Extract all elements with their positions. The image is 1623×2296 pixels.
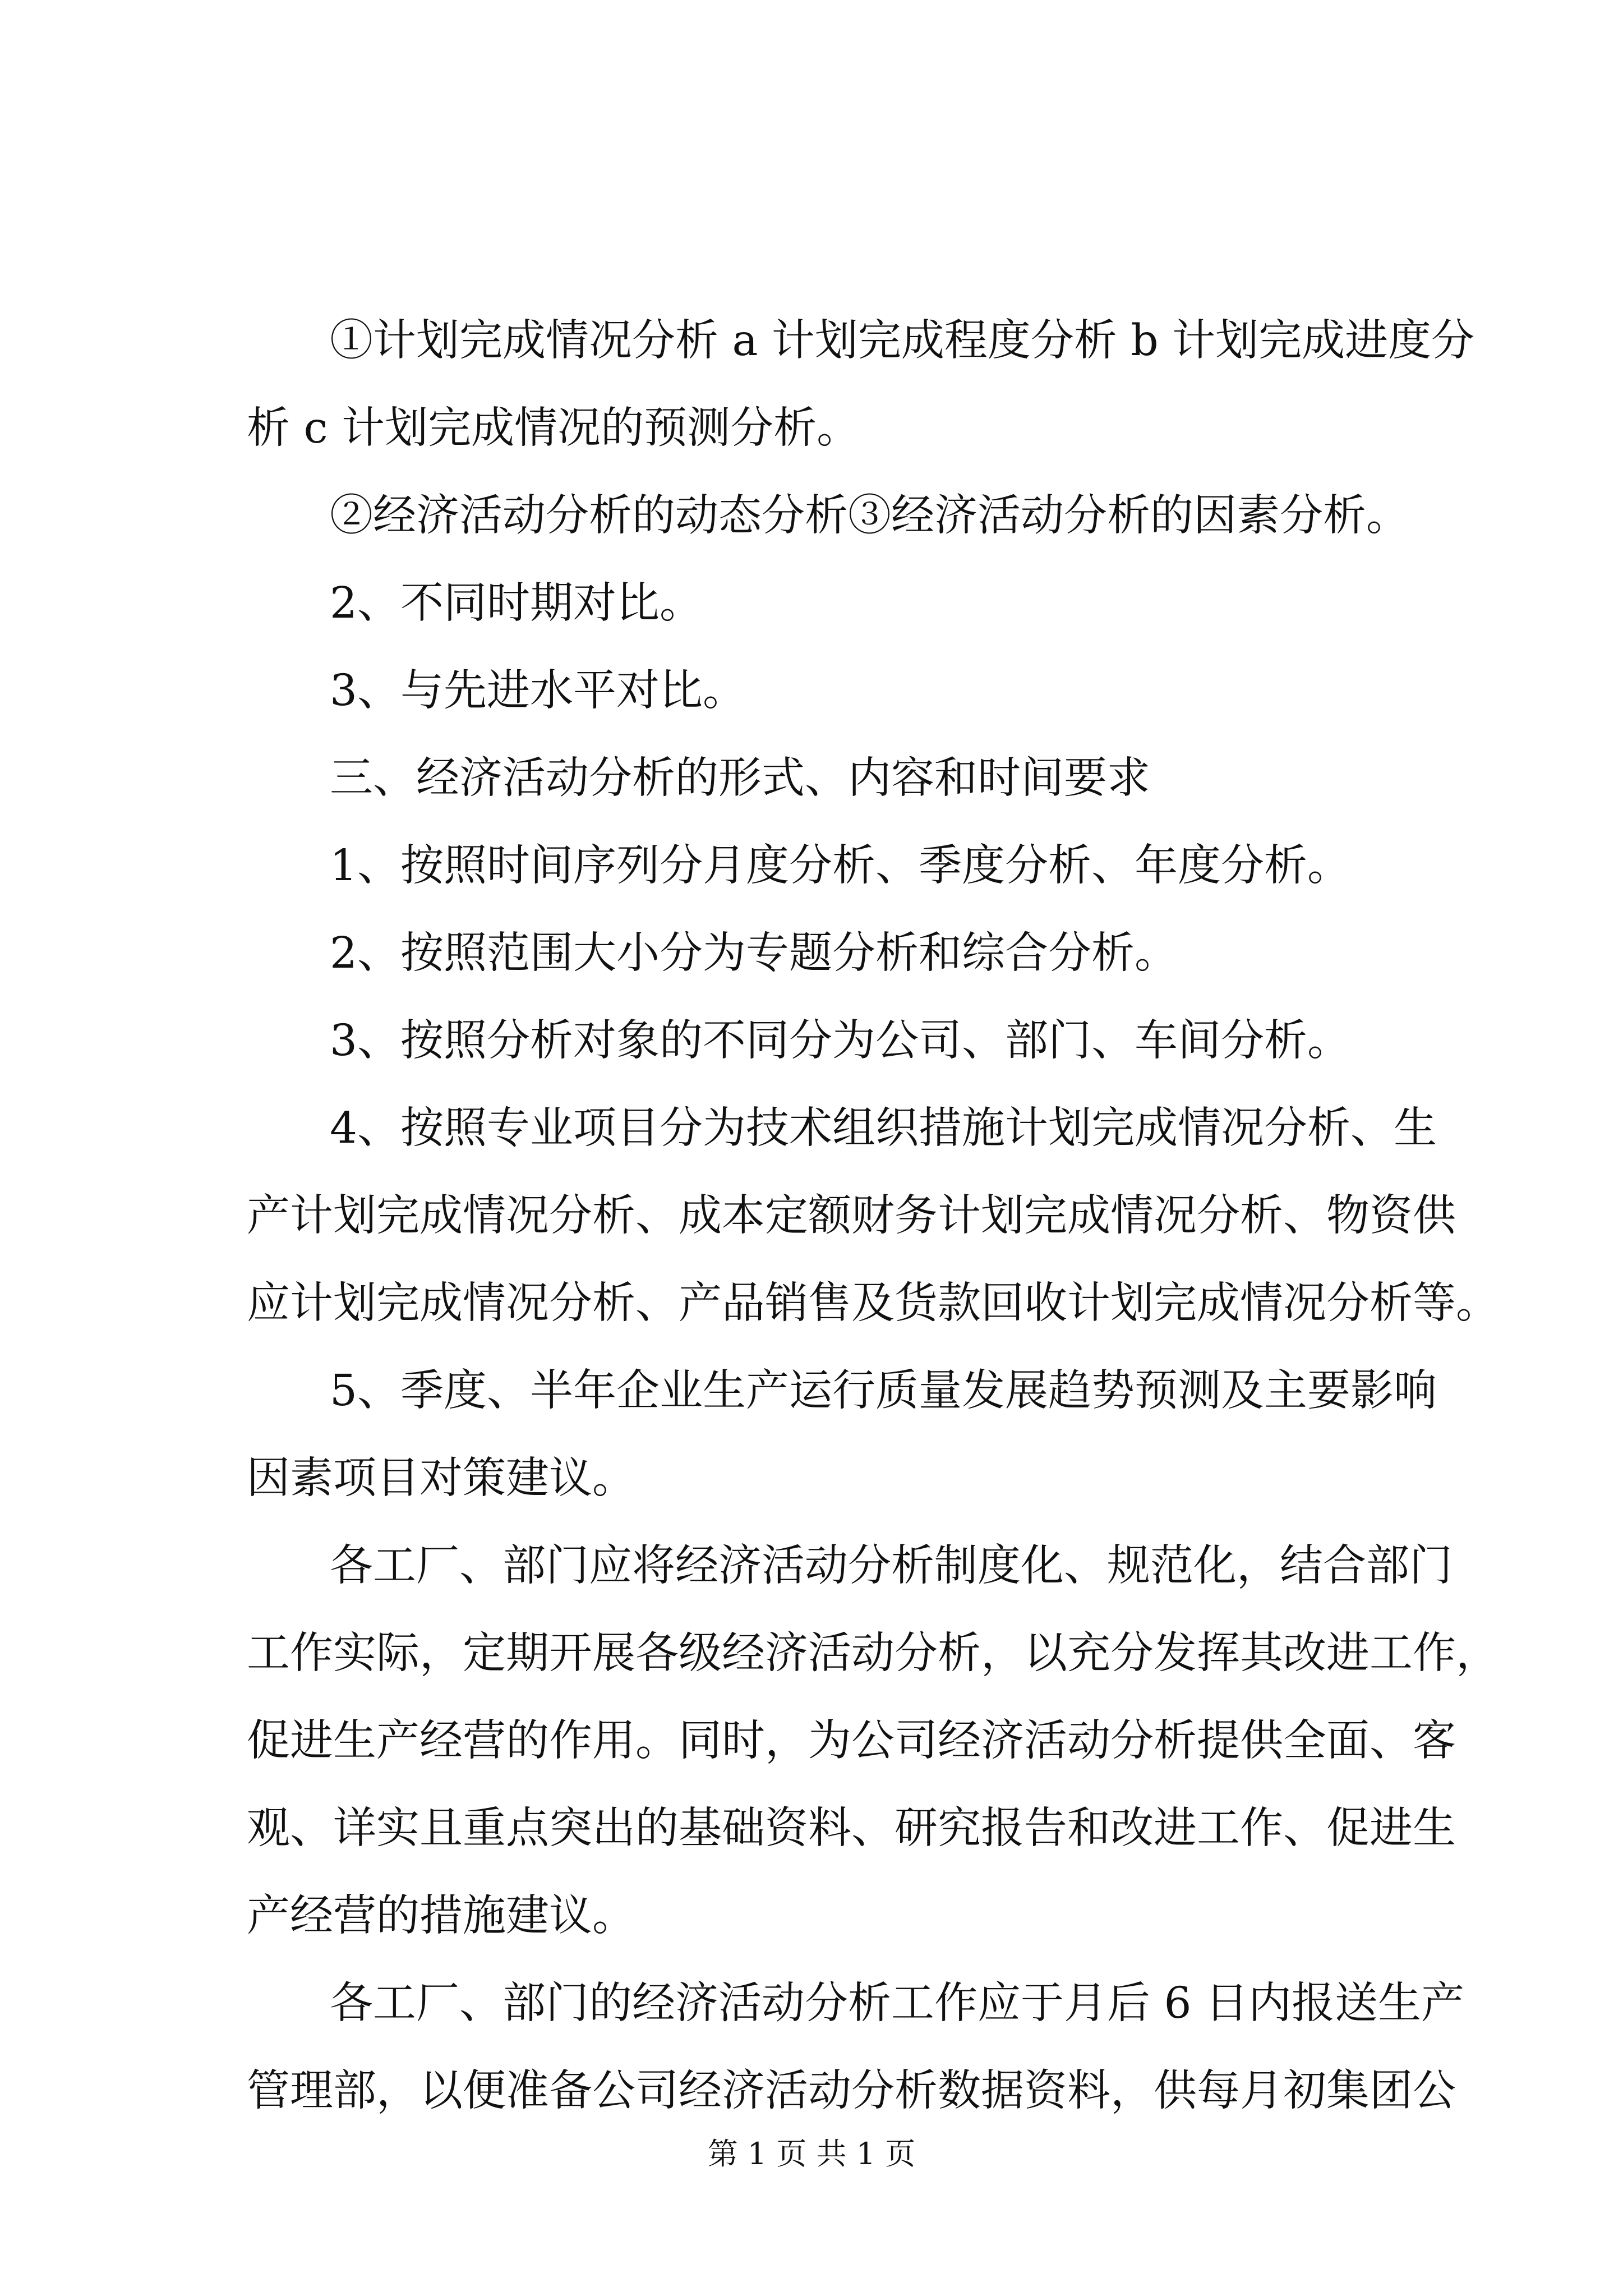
text-line: 1、按照时间序列分月度分析、季度分析、年度分析。 [330, 841, 1350, 891]
text-line: 观、详实且重点突出的基础资料、研究报告和改进工作、促进生 [247, 1803, 1456, 1853]
text-line: ②经济活动分析的动态分析③经济活动分析的因素分析。 [330, 491, 1409, 541]
text-line: 各工厂、部门的经济活动分析工作应于月后 6 日内报送生产 [330, 1978, 1464, 2028]
text-line: 应计划完成情况分析、产品销售及货款回收计划完成情况分析等。 [247, 1278, 1499, 1328]
text-line: 5、季度、半年企业生产运行质量发展趋势预测及主要影响 [330, 1366, 1437, 1416]
text-line: ①计划完成情况分析 a 计划完成程度分析 b 计划完成进度分 [330, 316, 1475, 366]
text-line: 2、不同时期对比。 [330, 578, 703, 628]
text-line: 各工厂、部门应将经济活动分析制度化、规范化，结合部门 [330, 1541, 1453, 1591]
text-line: 2、按照范围大小分为专题分析和综合分析。 [330, 928, 1178, 978]
text-line: 因素项目对策建议。 [247, 1453, 635, 1503]
text-line: 工作实际，定期开展各级经济活动分析，以充分发挥其改进工作， [247, 1628, 1499, 1678]
document-body [247, 297, 1499, 2135]
text-line: 4、按照专业项目分为技术组织措施计划完成情况分析、生 [330, 1103, 1437, 1153]
text-line: 产计划完成情况分析、成本定额财务计划完成情况分析、物资供 [247, 1191, 1456, 1241]
text-line: 管理部，以便准备公司经济活动分析数据资料，供每月初集团公 [247, 2066, 1456, 2116]
text-line: 促进生产经营的作用。同时，为公司经济活动分析提供全面、客 [247, 1716, 1456, 1766]
text-line: 3、与先进水平对比。 [330, 666, 746, 716]
page-footer: 第 1 页 共 1 页 [707, 2136, 916, 2171]
text-line: 析 c 计划完成情况的预测分析。 [247, 403, 860, 453]
text-line: 3、按照分析对象的不同分为公司、部门、车间分析。 [330, 1016, 1350, 1066]
text-line: 产经营的措施建议。 [247, 1891, 635, 1941]
section-heading: 三、经济活动分析的形式、内容和时间要求 [330, 753, 1150, 803]
